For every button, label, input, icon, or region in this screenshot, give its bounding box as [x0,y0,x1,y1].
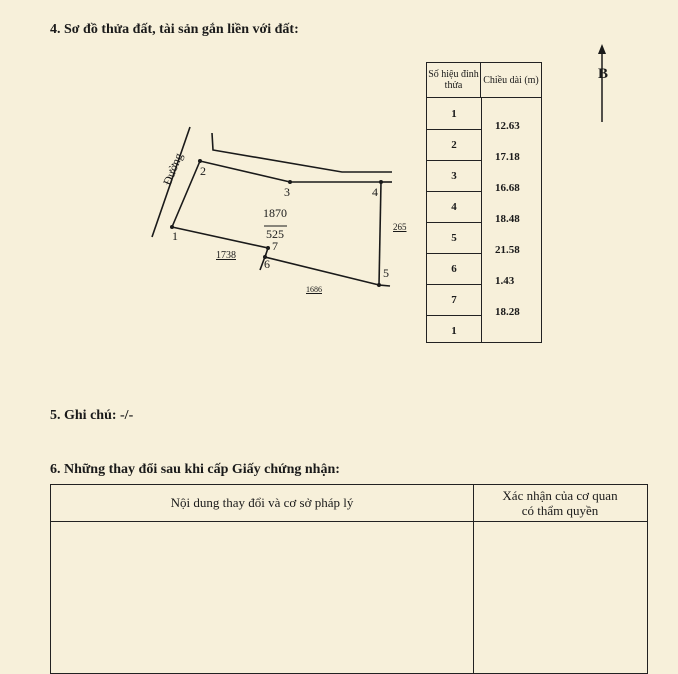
point-cell: 6 [427,253,481,284]
length-cell: 12.63 [495,120,520,132]
neighbor-265: 265 [393,222,407,232]
parcel-boundary-east [379,182,381,285]
neighbor-1738: 1738 [216,250,236,261]
length-cell: 18.28 [495,306,520,318]
header-confirmation-line2: có thẩm quyền [521,503,599,518]
neighbor-1686: 1686 [306,285,322,294]
length-cell: 17.18 [495,151,520,163]
section-5-title: 5. Ghi chú: -/- [50,408,134,423]
length-cell: 1.43 [495,275,515,287]
point-length-table [426,62,542,343]
header-length: Chiều dài (m) [481,63,541,98]
section-6-title: 6. Những thay đổi sau khi cấp Giấy chứng nhận: [50,462,340,477]
north-label: B [598,66,609,82]
point-label: 1 [172,229,178,243]
header-confirmation-line1: Xác nhận của cơ quan [502,488,618,503]
point-cell: 5 [427,222,481,253]
point-label: 7 [272,239,278,253]
point-label: 3 [284,185,290,199]
point-cell: 4 [427,191,481,222]
road-label: Đường [160,150,186,188]
section-4-title: 4. Sơ đồ thửa đất, tài sản gắn liền với đất: [50,22,299,37]
point-label: 2 [200,164,206,178]
header-change-content: Nội dung thay đổi và cơ sở pháp lý [170,495,354,510]
changes-table [50,484,648,674]
point-cell: 3 [427,160,481,191]
point-cell: 1 [427,315,481,346]
header-point: Số hiệu đỉnh thửa [427,63,481,98]
length-cell: 21.58 [495,244,520,256]
map-sheet-number: 525 [266,227,284,241]
point-cell: 1 [451,107,457,120]
parcel-number: 1870 [263,206,287,220]
point-cell: 2 [427,129,481,160]
length-cell: 16.68 [495,182,520,194]
length-cell: 18.48 [495,213,520,225]
point-label: 5 [383,266,389,280]
point-label: 4 [372,185,378,199]
point-label: 6 [264,257,270,271]
neighbor-boundary [212,133,392,172]
point-cell: 7 [427,284,481,315]
header-confirmation [473,488,647,518]
